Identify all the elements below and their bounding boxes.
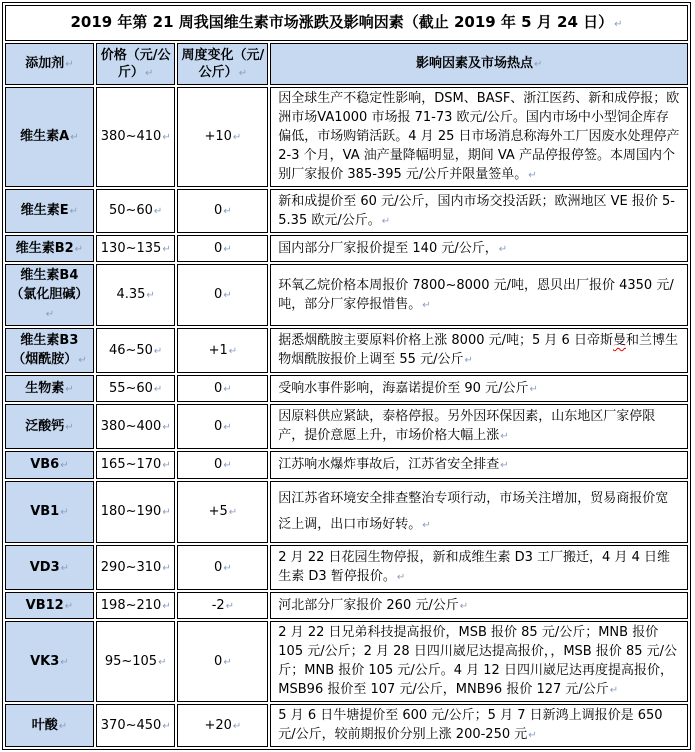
price-cell: 50~60↵ [96, 189, 176, 233]
change-cell: 0↵ [177, 451, 268, 479]
change-cell: 0↵ [177, 621, 268, 702]
factors-cell: 2 月 22 日花园生物停报，新和成维生素 D3 工厂搬迁，4 月 4 日维生素 D3 暂停报价。↵ [270, 545, 688, 590]
paragraph-mark-icon: ↵ [60, 460, 69, 471]
paragraph-mark-icon: ↵ [162, 507, 171, 518]
paragraph-mark-icon: ↵ [69, 206, 79, 217]
change-cell: +5↵ [177, 481, 268, 543]
table-row [5, 87, 688, 187]
paragraph-mark-icon: ↵ [223, 383, 232, 395]
additive-cell: VK3↵ [5, 621, 94, 702]
paragraph-mark-icon: ↵ [529, 383, 538, 395]
paragraph-mark-icon: ↵ [64, 600, 74, 612]
additive-cell: VB12↵ [5, 592, 94, 619]
change-cell: +10↵ [177, 87, 268, 187]
change-cell: +1↵ [177, 328, 268, 373]
price-cell: 380~410↵ [96, 87, 176, 187]
paragraph-mark-icon: ↵ [223, 562, 232, 574]
table-row [5, 592, 688, 619]
paragraph-mark-icon: ↵ [223, 656, 232, 668]
paragraph-mark-icon: ↵ [422, 519, 431, 531]
price-cell: 55~60↵ [96, 375, 176, 402]
paragraph-mark-icon: ↵ [158, 656, 167, 668]
factors-cell: 新和成提价至 60 元/公斤，国内市场交投活跃；欧洲地区 VE 报价 5-5.35 欧元/公斤。↵ [270, 189, 688, 233]
paragraph-mark-icon: ↵ [381, 215, 391, 227]
paragraph-mark-icon: ↵ [162, 562, 171, 574]
change-cell: 0↵ [177, 404, 268, 449]
paragraph-mark-icon: ↵ [238, 67, 248, 79]
factors-cell: 5 月 6 日牛塘提价至 600 元/公斤；5 月 7 日新鸿上调报价是 650 元/公斤，较前期报价分别上涨 200-250 元↵ [270, 704, 688, 747]
paragraph-mark-icon: ↵ [223, 460, 232, 471]
factors-cell: 受响水事件影响，海嘉诺提价至 90 元/公斤↵ [270, 375, 688, 402]
price-cell: 165~170↵ [96, 451, 176, 479]
paragraph-mark-icon: ↵ [65, 59, 74, 70]
paragraph-mark-icon: ↵ [459, 600, 469, 612]
table-row [5, 375, 688, 402]
factors-cell: 据悉烟酰胺主要原料价格上涨 8000 元/吨；5 月 6 日帝斯曼和兰博生物烟酰胺报价上调至 55 元/公斤↵ [270, 328, 688, 373]
table-body [5, 87, 688, 747]
vitamin-market-table [2, 2, 691, 750]
paragraph-mark-icon: ↵ [464, 355, 473, 366]
paragraph-mark-icon: ↵ [228, 345, 238, 357]
paragraph-mark-icon: ↵ [228, 507, 238, 518]
paragraph-mark-icon: ↵ [162, 132, 171, 143]
additive-cell: 叶酸↵ [5, 704, 94, 747]
paragraph-mark-icon: ↵ [70, 132, 79, 143]
factors-cell: 因全球生产不稳定性影响，DSM、BASF、浙江医药、新和成停报；欧洲市场VA1000 市场报 71-73 欧元/公斤。国内市场中小型饲企库存偏低，市场购销活跃。4 月 25 日市场消息称海外工厂因废水处理停产 2-3 个月，VA 油产量降幅明显，期间 VA 产品停报停签。本周国内个别厂家报价 385-395 元/公斤并限量签单。↵ [270, 87, 688, 187]
price-cell: 46~50↵ [96, 328, 176, 373]
change-cell: 0↵ [177, 375, 268, 402]
price-cell: 95~105↵ [96, 621, 176, 702]
additive-cell: VB6↵ [5, 451, 94, 479]
paragraph-mark-icon: ↵ [422, 299, 431, 311]
paragraph-mark-icon: ↵ [223, 243, 232, 255]
paragraph-mark-icon: ↵ [223, 206, 232, 217]
header-change: 周度变化（元/公斤）↵ [177, 43, 268, 85]
additive-cell: 维生素B4（氯化胆碱）↵ [5, 264, 94, 326]
paragraph-mark-icon: ↵ [78, 355, 87, 366]
paragraph-mark-icon: ↵ [144, 67, 154, 79]
header-factors: 影响因素及市场热点↵ [270, 43, 688, 85]
additive-cell: 维生素B2↵ [5, 235, 94, 262]
paragraph-mark-icon: ↵ [498, 243, 508, 255]
table-row [5, 545, 688, 590]
price-cell: 370~450↵ [96, 704, 176, 747]
paragraph-mark-icon: ↵ [396, 572, 406, 583]
paragraph-mark-icon: ↵ [162, 720, 171, 732]
change-cell: 0↵ [177, 545, 268, 590]
change-cell: -2↵ [177, 592, 268, 619]
change-cell: 0↵ [177, 189, 268, 233]
paragraph-mark-icon: ↵ [609, 685, 619, 696]
additive-cell: VD3↵ [5, 545, 94, 590]
paragraph-mark-icon: ↵ [60, 656, 69, 668]
table-row [5, 404, 688, 449]
table-row [5, 264, 688, 326]
header-row [5, 43, 688, 85]
paragraph-mark-icon: ↵ [146, 290, 155, 301]
factors-cell: 因原料供应紧缺，泰格停报。另外因环保因素，山东地区厂家停限产，提价意愿上升，市场价格大幅上涨↵ [270, 404, 688, 449]
paragraph-mark-icon: ↵ [162, 243, 171, 255]
change-cell: 0↵ [177, 235, 268, 262]
factors-cell: 环氧乙烷价格本周报价 7800~8000 元/吨，恩贝出厂报价 4350 元/吨，部分厂家停报惜售。↵ [270, 264, 688, 326]
factors-cell: 河北部分厂家报价 260 元/公斤↵ [270, 592, 688, 619]
table-row [5, 189, 688, 233]
paragraph-mark-icon: ↵ [162, 600, 171, 612]
factors-cell: 国内部分厂家报价提至 140 元/公斤，↵ [270, 235, 688, 262]
header-additive: 添加剂↵ [5, 43, 94, 85]
change-cell: 0↵ [177, 264, 268, 326]
paragraph-mark-icon: ↵ [232, 720, 242, 732]
paragraph-mark-icon: ↵ [45, 309, 55, 320]
table-row [5, 451, 688, 479]
paragraph-mark-icon: ↵ [60, 507, 69, 518]
paragraph-mark-icon: ↵ [153, 206, 163, 217]
paragraph-mark-icon: ↵ [162, 460, 171, 471]
paragraph-mark-icon: ↵ [225, 600, 235, 612]
table-row [5, 704, 688, 747]
paragraph-mark-icon: ↵ [528, 730, 537, 741]
paragraph-mark-icon: ↵ [74, 243, 84, 255]
table-row [5, 235, 688, 262]
paragraph-mark-icon: ↵ [232, 132, 242, 143]
paragraph-mark-icon: ↵ [65, 421, 74, 433]
table-row [5, 328, 688, 373]
price-cell: 180~190↵ [96, 481, 176, 543]
additive-cell: 维生素E↵ [5, 189, 94, 233]
paragraph-mark-icon: ↵ [528, 170, 537, 181]
additive-cell: 维生素A↵ [5, 87, 94, 187]
additive-cell: VB1↵ [5, 481, 94, 543]
price-cell: 130~135↵ [96, 235, 176, 262]
paragraph-mark-icon: ↵ [500, 431, 509, 442]
spellcheck-underline: 曼 [612, 333, 626, 348]
paragraph-mark-icon: ↵ [223, 290, 232, 301]
price-cell: 380~400↵ [96, 404, 176, 449]
price-cell: 290~310↵ [96, 545, 176, 590]
additive-cell: 生物素↵ [5, 375, 94, 402]
paragraph-mark-icon: ↵ [614, 18, 623, 30]
paragraph-mark-icon: ↵ [153, 345, 163, 357]
paragraph-mark-icon: ↵ [533, 59, 543, 70]
table-row [5, 481, 688, 543]
paragraph-mark-icon: ↵ [162, 421, 171, 433]
factors-cell: 江苏响水爆炸事故后，江苏省安全排查↵ [270, 451, 688, 479]
paragraph-mark-icon: ↵ [500, 460, 509, 471]
paragraph-mark-icon: ↵ [223, 421, 232, 433]
price-cell: 198~210↵ [96, 592, 176, 619]
paragraph-mark-icon: ↵ [60, 562, 70, 574]
change-cell: +20↵ [177, 704, 268, 747]
factors-cell: 2 月 22 日兄弟科技提高报价，MSB 报价 85 元/公斤；MNB 报价 105 元/公斤；2 月 28 日四川崴尼达提高报价，，MSB 报价 85 元/公斤；MNB 报价 105 元/公斤。4 月 12 日四川崴尼达再度提高报价，MSB96 报价至 107 元/公斤，MNB96 报价 127 元/公斤↵ [270, 621, 688, 702]
paragraph-mark-icon: ↵ [65, 383, 74, 395]
factors-cell: 因江苏省环境安全排查整治专项行动，市场关注增加，贸易商报价宽泛上调，出口市场好转。↵ [270, 481, 688, 543]
price-cell: 4.35↵ [96, 264, 176, 326]
additive-cell: 泛酸钙↵ [5, 404, 94, 449]
title-row [5, 5, 688, 41]
additive-cell: 维生素B3（烟酰胺）↵ [5, 328, 94, 373]
paragraph-mark-icon: ↵ [58, 720, 68, 732]
header-price: 价格（元/公斤）↵ [96, 43, 176, 85]
table-title: 2019 年第 21 周我国维生素市场涨跌及影响因素（截止 2019 年 5 月 24 日）↵ [5, 5, 688, 41]
paragraph-mark-icon: ↵ [153, 383, 163, 395]
